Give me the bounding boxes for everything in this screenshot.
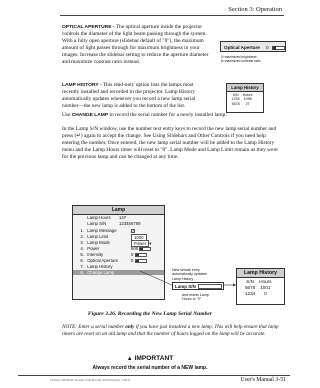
page-header: Section 3: Operation	[228, 6, 282, 13]
serial-note-bottom	[182, 293, 209, 302]
instructions-paragraph	[62, 126, 284, 161]
menu-row-lamp-sn	[73, 221, 141, 226]
menu-row-label: Change Lamp	[87, 270, 115, 275]
change-lamp-paragraph: Use CHANGE LAMP to record the serial number for a newly installed lamp:	[62, 112, 227, 118]
lamp-history-term: LAMP HISTORY -	[62, 83, 102, 88]
footer-product: Christie DHD600 Roadie 25K/Roadie 4000/Digital 3-DLP	[50, 378, 131, 382]
slider-knob[interactable]	[273, 46, 276, 50]
slider-knob[interactable]	[140, 248, 143, 250]
optical-aperture-paragraph	[62, 24, 212, 67]
menu-row-intensity[interactable]	[73, 252, 134, 257]
menu-row-optical-aperture[interactable]	[73, 258, 134, 263]
table-cell: 5678	[231, 101, 240, 106]
optical-aperture-menu-slider[interactable]	[135, 259, 147, 263]
note-bold: only	[125, 324, 135, 330]
table-cell: 27	[245, 101, 250, 106]
menu-row-number: 2.	[80, 234, 84, 239]
note-line: automatically updates	[172, 272, 207, 277]
header-rule	[60, 15, 284, 16]
change-lamp-term: CHANGE LAMP	[71, 113, 109, 118]
lamp-history-small-title: Lamp History	[227, 84, 263, 92]
aperture-note-contrast: 8=maximized contrast ratio	[221, 59, 261, 63]
note-text: if you have just installed a new lamp. This will help ensure that lamp timers are reset on an old lamp and that the number of hours logged on the lamp will be accurate.	[62, 324, 279, 337]
optical-aperture-widget	[220, 41, 286, 52]
menu-row-label: Optical Aperture	[87, 258, 119, 263]
lamp-history-small-table	[226, 83, 264, 113]
table-cell: 1098	[243, 97, 252, 102]
optical-aperture-widget-label: Optical Aperture	[224, 44, 260, 50]
lamp-sn-entry-dialog	[172, 282, 224, 290]
lamp-menu-title: Lamp	[73, 206, 164, 215]
aperture-note-brightness: 0=maximized brightness	[221, 55, 257, 59]
menu-row-lamp-limit[interactable]	[73, 234, 144, 240]
menu-row-power[interactable]	[73, 246, 139, 251]
lamp-history-big-title: Lamp History	[237, 269, 284, 278]
menu-row-number: 8.	[80, 270, 84, 275]
table-header: S/N	[232, 93, 239, 97]
lamp-history-text: This read-only option lists the lamps most recently installed and recorded in the projector. Lamp History automatically updates whenever you record a new lamp serial number—the new lamp is added to the bottom of the list.	[62, 82, 196, 110]
serial-note-top	[172, 268, 207, 281]
note-paragraph	[62, 324, 284, 338]
power-value: 500	[131, 246, 139, 251]
table-cell: 1001	[260, 284, 271, 290]
enter-key-icon: (↵)	[74, 133, 83, 140]
chevron-down-icon[interactable]: ▾	[149, 241, 152, 246]
instructions-text-2: again to accept the change. See Using Slidebars and Other Controls if you need help entering the number. Once entered, the new lamp serial number will be added to the Lamp History menu and the Lamp Hours timer will reset to "0". Lamp Mode and Lamp Limit remain as they were for the previous lamp and can be changed at any time.	[62, 133, 278, 161]
table-cell: 1234	[245, 290, 256, 296]
menu-row-value: 123456789	[119, 221, 141, 226]
menu-row-number: 6.	[80, 258, 84, 263]
lamp-menu	[72, 205, 165, 300]
note-line: Lamp History . . .	[172, 276, 200, 281]
menu-row-value: 147	[119, 215, 127, 220]
note-line: and resets Lamp	[182, 293, 209, 297]
lamp-sn-input[interactable]	[198, 284, 222, 289]
menu-row-lamp-hours	[73, 215, 127, 220]
menu-row-number: 4.	[80, 246, 84, 251]
lamp-sn-label: Lamp S/N	[175, 284, 196, 290]
optical-aperture-value: 0	[131, 258, 134, 263]
instructions-text-1: In the Lamp S/N window, use the number text entry keys to record the new lamp serial number and press	[62, 126, 277, 140]
footer-page: User's Manual 3-51	[240, 377, 286, 383]
table-cell: 1234	[231, 97, 240, 102]
lamp-mode-dropdown[interactable]: Power	[131, 240, 149, 247]
menu-row-label: Lamp Limit	[87, 234, 109, 239]
optical-aperture-text: The optical aperture inside the projector controls the diameter of the light beam passing through the system. With a fully open aperture (slidebar default of "0"), the maximum amount of light passes through for maximum brightness in your images. Increase the slidebar setting to reduce the aperture diameter and maximize contrast ratio instead.	[62, 24, 209, 66]
lamp-history-updated-table	[236, 268, 285, 305]
table-header: Hours	[242, 93, 253, 97]
important-subtitle: Always record the serial number of a NEW lamp.	[92, 365, 208, 371]
menu-row-label: Lamp Mode	[87, 240, 110, 245]
change-lamp-text: to record the serial number for a newly installed lamp:	[109, 112, 227, 118]
menu-row-number: 7.	[80, 264, 84, 269]
table-cell: 0	[264, 290, 267, 296]
optical-aperture-widget-value: 0	[266, 44, 269, 50]
slider-knob[interactable]	[136, 260, 139, 262]
table-header: S/N	[246, 279, 254, 285]
note-prefix: NOTE: Enter a serial number	[62, 324, 124, 330]
menu-row-label: Intensity	[87, 252, 104, 257]
optical-aperture-term: OPTICAL APERTURE -	[62, 25, 115, 30]
menu-row-label: Power	[87, 246, 100, 251]
menu-row-label: Lamp History	[87, 264, 113, 269]
important-title: IMPORTANT	[134, 355, 174, 362]
lamp-message-checkbox[interactable]: ✓	[132, 229, 135, 233]
footer-rule	[18, 375, 290, 376]
intensity-value: 0	[131, 252, 134, 257]
power-slider[interactable]	[139, 247, 151, 251]
menu-row-lamp-mode[interactable]	[73, 240, 152, 246]
table-row	[243, 291, 274, 297]
note-line: Hours to "0"	[182, 297, 202, 302]
lamp-limit-field[interactable]: 1000	[131, 234, 147, 241]
slider-knob[interactable]	[136, 254, 139, 256]
menu-row-number: 1.	[80, 228, 84, 233]
table-header: Hours	[259, 279, 272, 285]
table-row	[230, 102, 254, 106]
intensity-slider[interactable]	[135, 253, 147, 257]
menu-row-lamp-message[interactable]	[73, 228, 135, 233]
warning-icon: ▲	[126, 356, 133, 362]
lamp-history-paragraph	[62, 82, 212, 110]
menu-row-number: 3.	[80, 240, 84, 245]
menu-row-label: Lamp Message	[87, 228, 117, 233]
menu-row-label: Lamp S/N	[87, 221, 107, 226]
menu-row-number: 5.	[80, 252, 84, 257]
menu-row-label: Lamp Hours	[87, 215, 111, 220]
menu-row-lamp-history[interactable]	[73, 264, 113, 269]
menu-row-change-lamp[interactable]	[73, 270, 164, 275]
optical-aperture-slider[interactable]	[272, 46, 285, 50]
table-cell: 5678	[245, 284, 256, 290]
note-line: New serial# entry	[172, 268, 200, 272]
important-heading	[0, 355, 300, 362]
figure-caption: Figure 3.26. Recording the New Lamp Serial Number	[87, 311, 213, 317]
